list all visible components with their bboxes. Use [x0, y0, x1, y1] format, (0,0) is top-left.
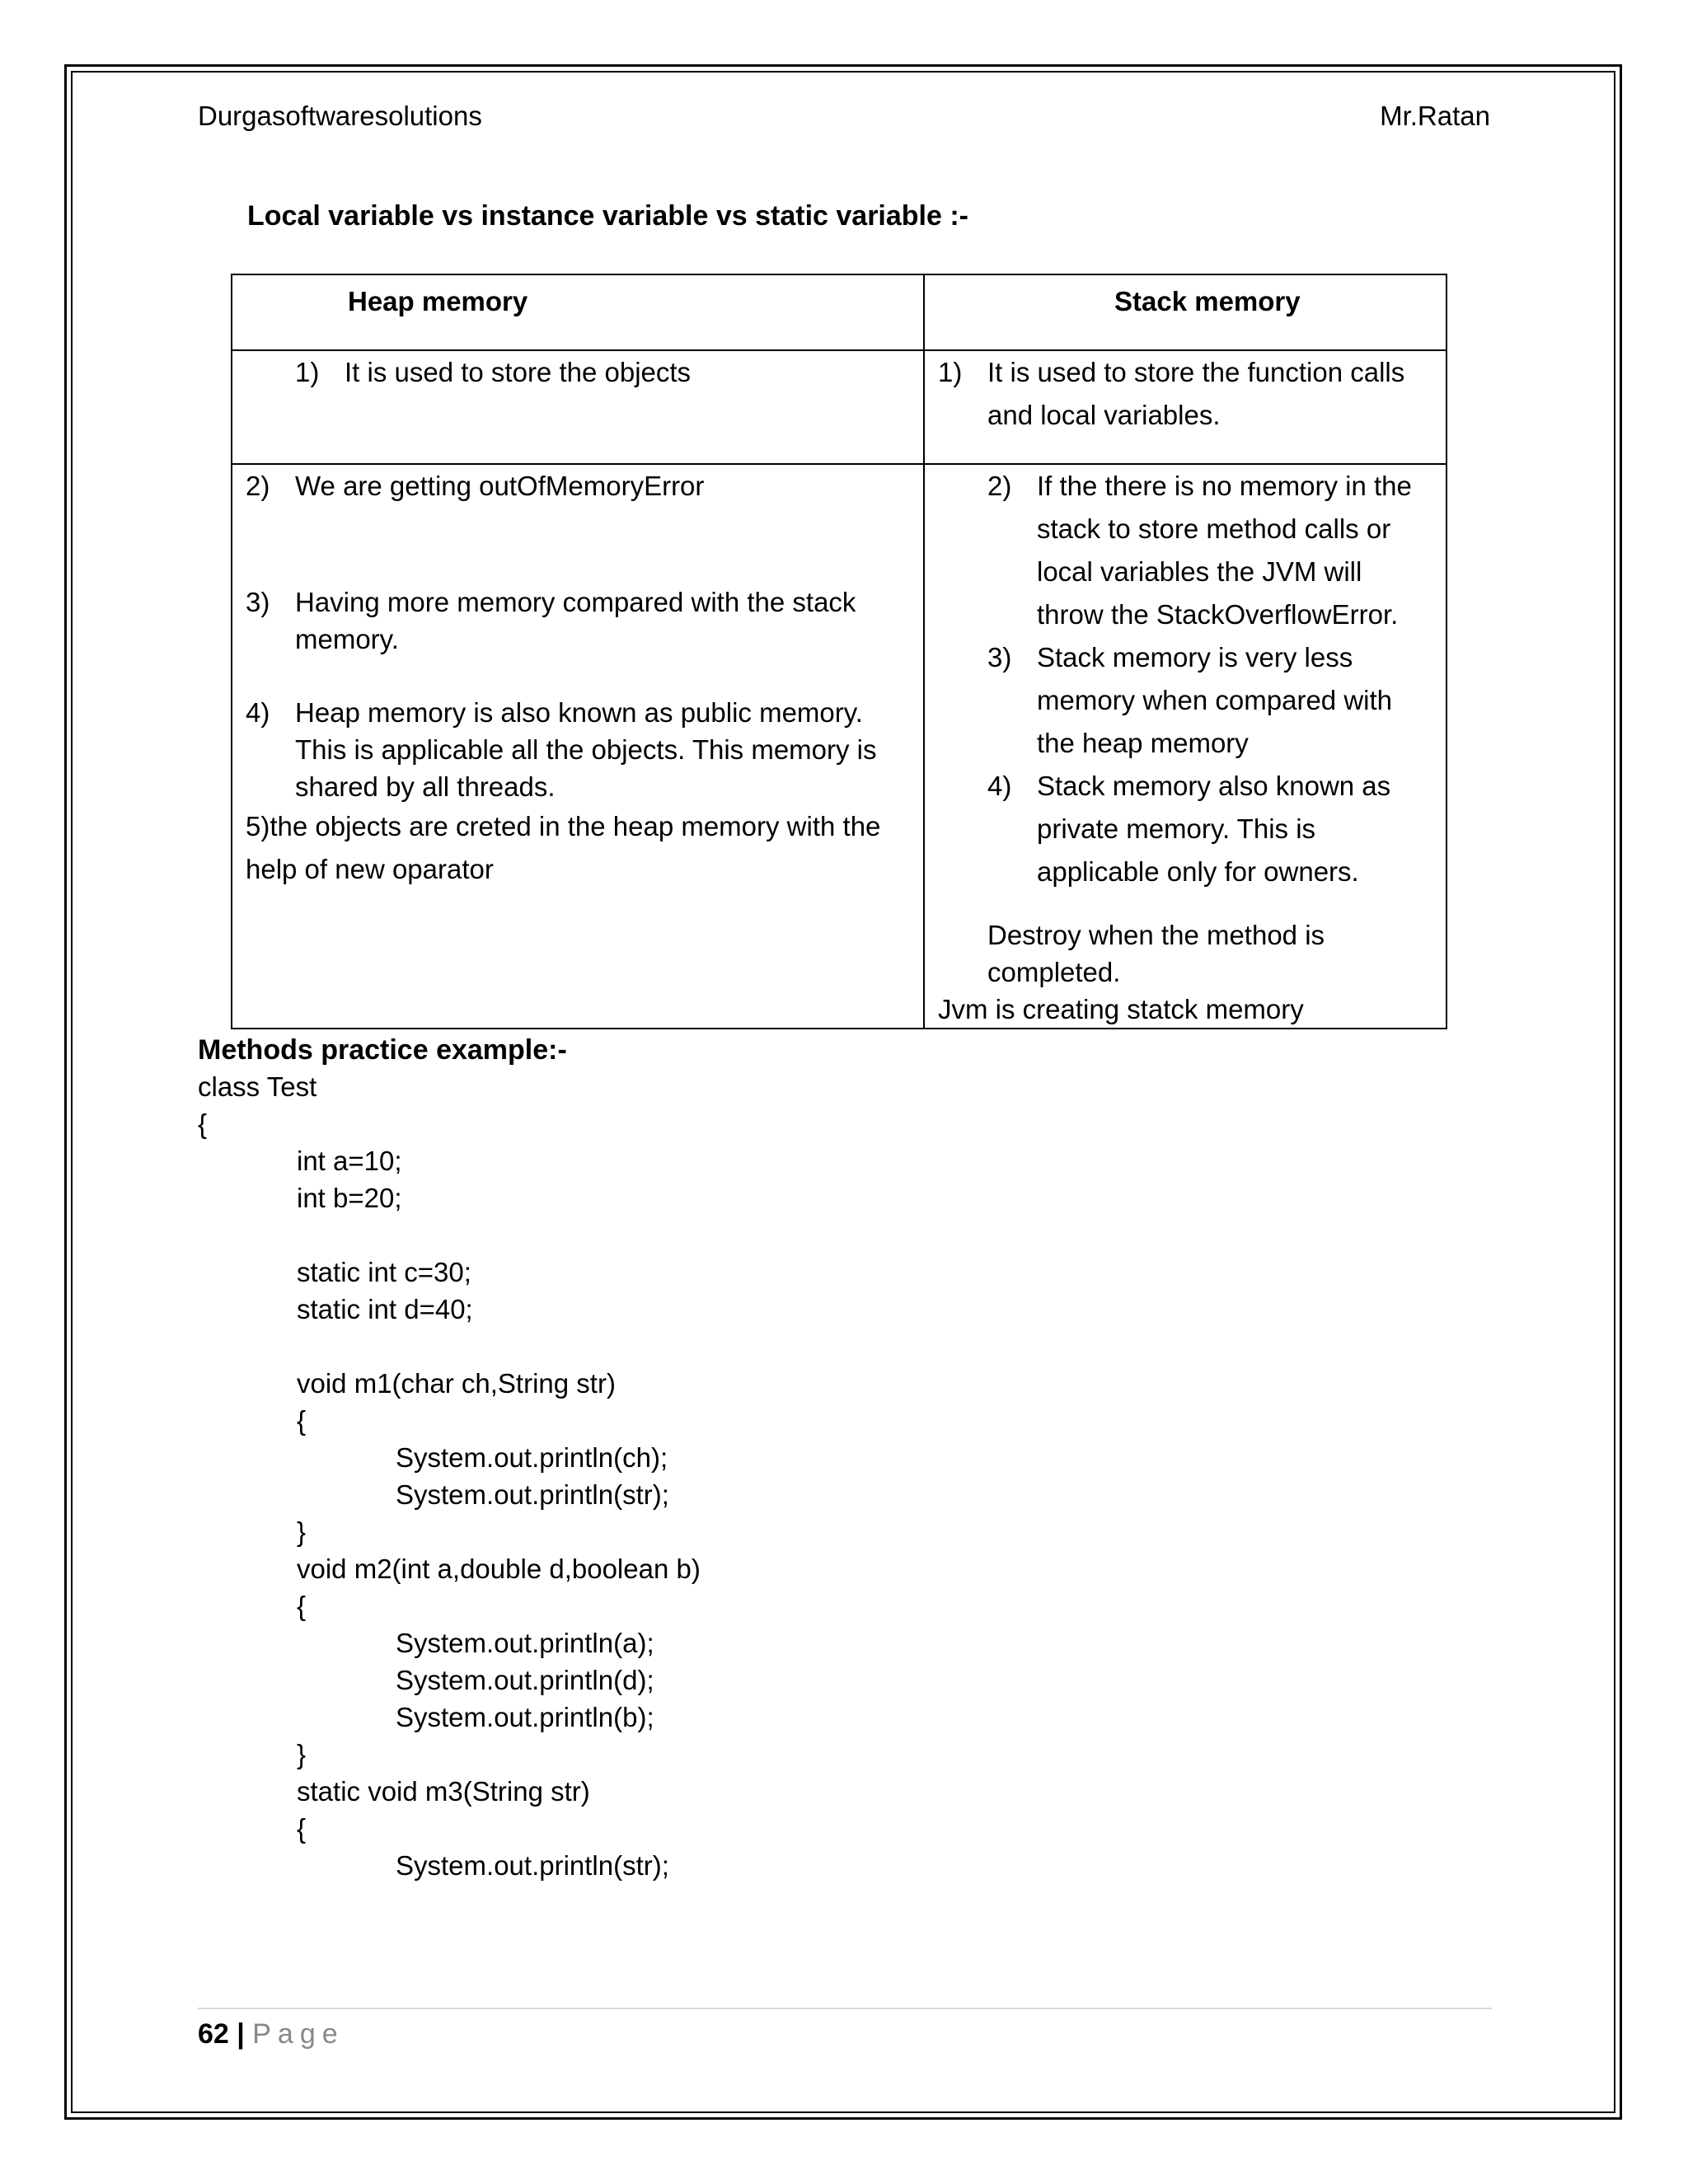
- code-line: void m2(int a,double d,boolean b): [297, 1554, 701, 1584]
- code-line: {: [297, 1813, 307, 1844]
- stack-note-destroy: Destroy when the method is completed.: [987, 920, 1325, 987]
- section-title: Local variable vs instance variable vs static variable :-: [247, 200, 969, 232]
- code-line: System.out.println(str);: [396, 1479, 669, 1510]
- page-label: Page: [252, 2018, 345, 2050]
- stack-cell-2: [924, 464, 1447, 1029]
- code-line: {: [198, 1108, 208, 1139]
- page-footer: [198, 2016, 345, 2052]
- heap-cell-2: [232, 464, 924, 1029]
- code-line: static int c=30;: [297, 1257, 471, 1287]
- code-line: }: [297, 1739, 307, 1769]
- heap-memory-header: Heap memory: [232, 274, 924, 350]
- code-line: int b=20;: [297, 1183, 402, 1213]
- code-line: System.out.println(d);: [396, 1665, 654, 1695]
- list-item: 3) Having more memory compared with the stack memory.: [246, 587, 856, 654]
- code-block: [198, 1068, 701, 1884]
- code-line: {: [297, 1405, 307, 1436]
- code-line: static int d=40;: [297, 1294, 473, 1324]
- list-item: 2) If the there is no memory in the stack to store method calls or local variables the JVM will throw the StackOverflowError.: [987, 471, 1412, 630]
- list-item: 3) Stack memory is very less memory when compared with the heap memory: [987, 642, 1392, 758]
- code-line: System.out.println(a);: [396, 1628, 654, 1658]
- stack-cell-1: [924, 350, 1447, 464]
- memory-comparison-table: [231, 274, 1447, 1029]
- code-line: System.out.println(ch);: [396, 1442, 668, 1473]
- stack-note-jvm: Jvm is creating statck memory: [938, 994, 1304, 1024]
- code-blank-line: [198, 1328, 701, 1365]
- footer-separator: |: [237, 2018, 245, 2050]
- code-blank-line: [198, 1216, 701, 1254]
- code-line: class Test: [198, 1071, 317, 1102]
- page-number: 62: [198, 2018, 229, 2050]
- stack-memory-header: Stack memory: [924, 274, 1447, 350]
- code-line: System.out.println(str);: [396, 1850, 669, 1881]
- header-author: Mr.Ratan: [1380, 101, 1490, 131]
- code-section-title: Methods practice example:-: [198, 1034, 567, 1066]
- code-line: int a=10;: [297, 1146, 402, 1176]
- footer-divider: [198, 2008, 1492, 2009]
- list-item: 1) It is used to store the function calls and local variables.: [938, 357, 1405, 430]
- table-row: [232, 464, 1447, 1029]
- code-line: {: [297, 1591, 307, 1621]
- table-row: [232, 350, 1447, 464]
- heap-cell-1: [232, 350, 924, 464]
- list-item: 1) It is used to store the objects: [295, 357, 692, 387]
- code-line: void m1(char ch,String str): [297, 1368, 616, 1399]
- code-line: }: [297, 1516, 307, 1547]
- list-item: 4) Stack memory also known as private memory. This is applicable only for owners.: [987, 771, 1391, 887]
- list-item: 2) We are getting outOfMemoryError: [246, 471, 705, 501]
- table-header-row: [232, 274, 1447, 350]
- list-item: 5)the objects are creted in the heap memory with the help of new oparator: [246, 811, 881, 884]
- header-company: Durgasoftwaresolutions: [198, 101, 482, 131]
- list-item: 4) Heap memory is also known as public memory. This is applicable all the objects. This memory is shared by all threads.: [246, 697, 877, 802]
- code-line: static void m3(String str): [297, 1776, 590, 1807]
- code-line: System.out.println(b);: [396, 1702, 654, 1732]
